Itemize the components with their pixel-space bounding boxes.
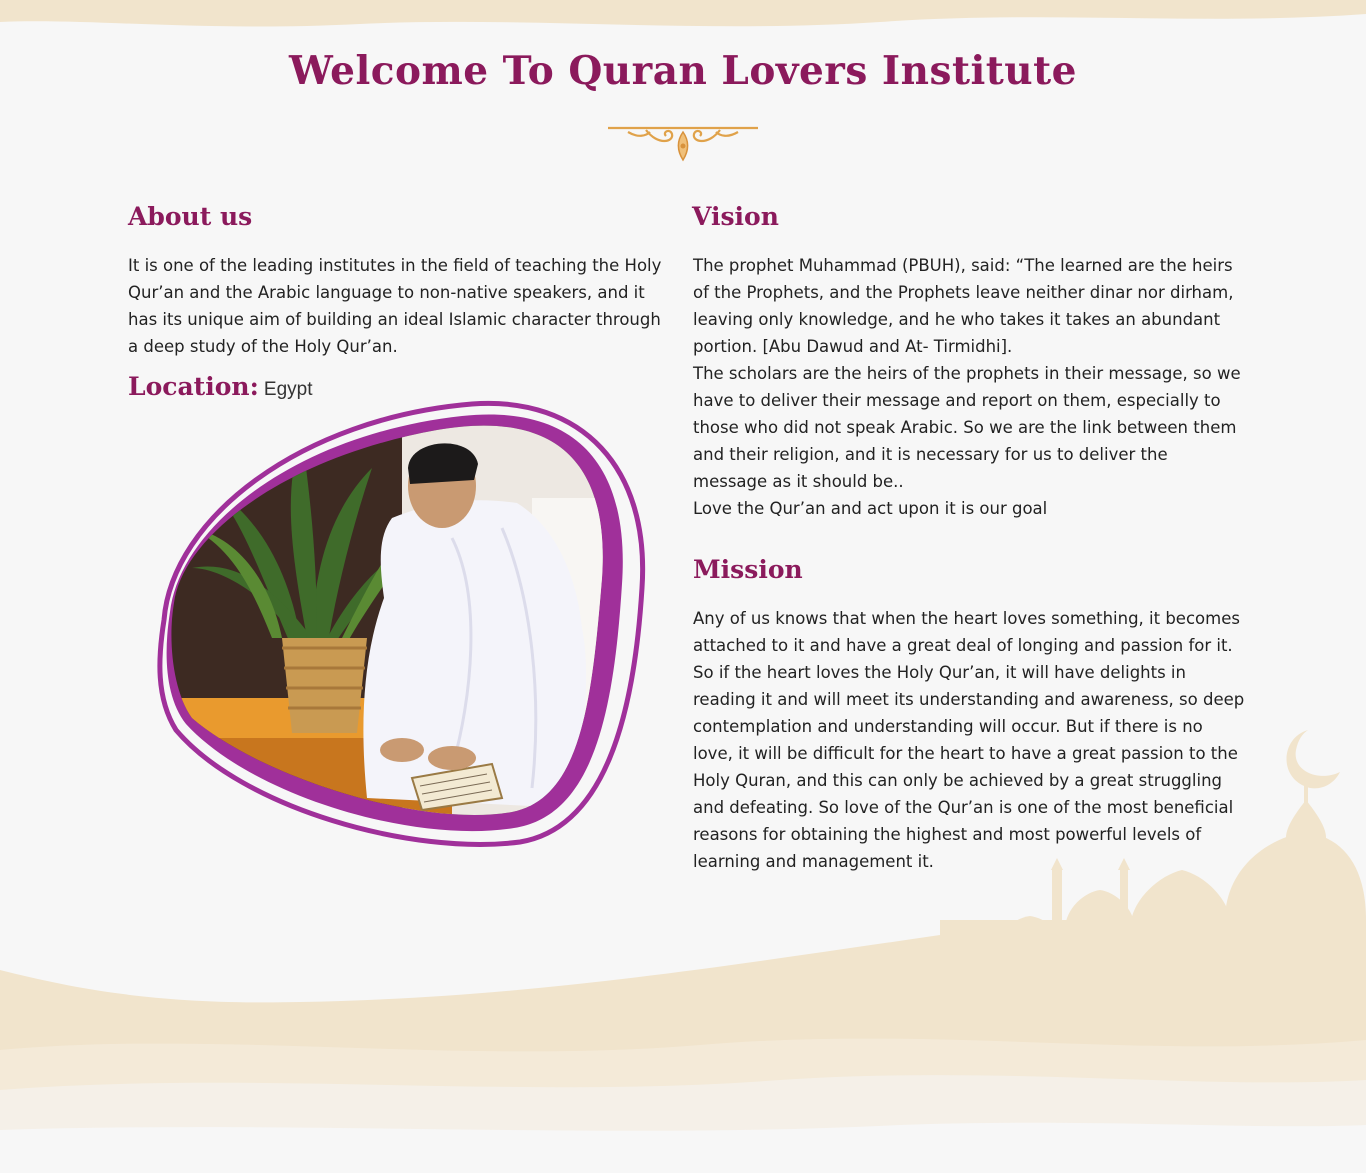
location-line bbox=[128, 372, 313, 401]
about-heading: About us bbox=[128, 202, 253, 231]
top-wave-decoration bbox=[0, 0, 1366, 40]
location-value: Egypt bbox=[263, 379, 313, 400]
page-title: Welcome To Quran Lovers Institute bbox=[289, 48, 1077, 94]
mission-heading: Mission bbox=[693, 555, 803, 584]
vision-paragraph-1: The prophet Muhammad (PBUH), said: “The learned are the heirs of the Prophets, and the Prophets leave neither dinar nor dirham, leaving only knowledge, and he who takes it takes an abundant portion. [Abu Dawud and At- Tirmidhi]. bbox=[693, 256, 1234, 356]
about-text: It is one of the leading institutes in the field of teaching the Holy Qur’an and the Arabic language to non-native speakers, and it has its unique aim of building an ideal Islamic character through a deep study of the Holy Qur’an. bbox=[128, 256, 662, 356]
vision-paragraph-2: The scholars are the heirs of the prophets in their message, so we have to deliver their message and report on them, especially to those who did not speak Arabic. So we are the link between them and their religion, and it is necessary for us to deliver the message as it should be.. bbox=[693, 364, 1241, 491]
ornament-divider-icon bbox=[606, 120, 760, 168]
vision-paragraph-3: Love the Qur’an and act upon it is our goal bbox=[693, 499, 1048, 518]
vision-heading: Vision bbox=[692, 202, 779, 231]
location-label: Location: bbox=[128, 372, 259, 401]
mission-text: Any of us knows that when the heart loves something, it becomes attached to it and have a great deal of longing and passion for it. So if the heart loves the Holy Qur’an, it will have delights in reading it and will meet its understanding and awareness, so deep contemplation and understanding will occur. But if there is no love, it will be difficult for the heart to have a great passion to the Holy Quran, and this can only be achieved by a great struggling and defeating. So love of the Qur’an is one of the most beneficial reasons for obtaining the highest and most powerful levels of learning and management it. bbox=[693, 609, 1245, 871]
crescent-icon bbox=[1287, 730, 1341, 788]
